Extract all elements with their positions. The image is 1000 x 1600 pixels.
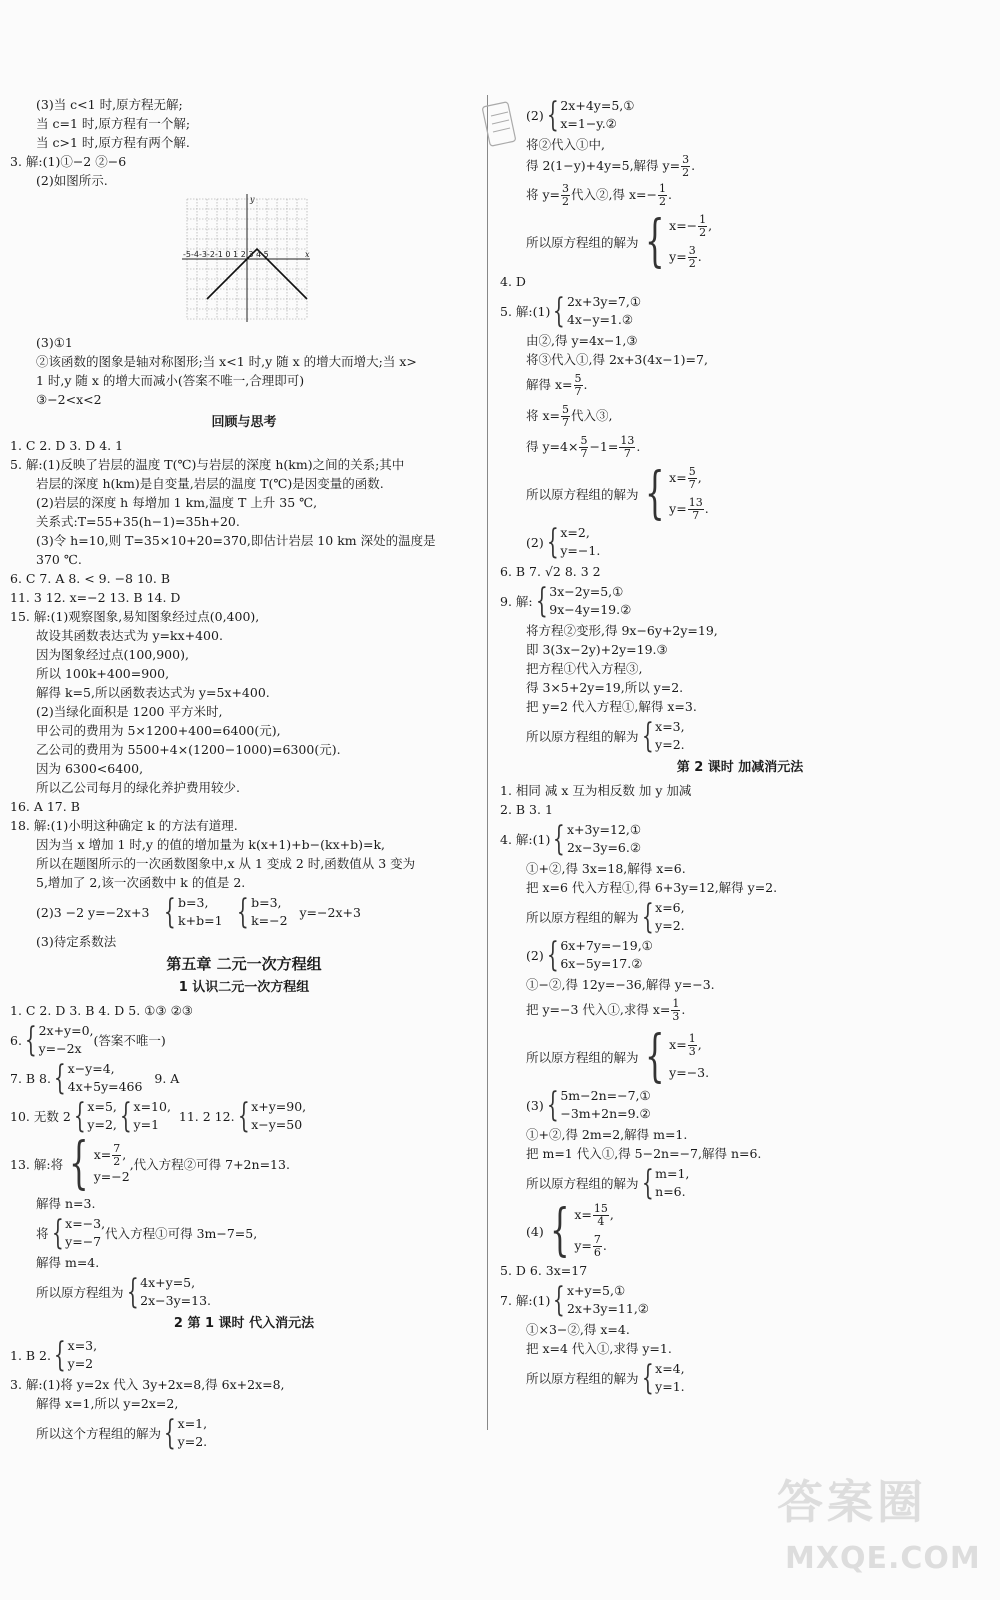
text-line: 把 x=6 代入方程①,得 6+3y=12,解得 y=2. xyxy=(526,880,778,895)
text-line: (3)①1 xyxy=(36,335,73,350)
answer-4-1: 4. 解:(1) { x+3y=12,① 2x−3y=6.② xyxy=(500,819,642,859)
text-line: 11. 3 12. x=−2 13. B 14. D xyxy=(10,590,181,605)
text-line: 甲公司的费用为 5×1200+400=6400(元), xyxy=(36,723,281,738)
brace-icon: { xyxy=(73,1096,86,1136)
text-line: ②该函数的图象是轴对称图形;当 x<1 时,y 随 x 的增大而增大;当 x> xyxy=(36,354,417,369)
answer-13-result: 所以原方程组为 { 4x+y=5, 2x−3y=13. xyxy=(36,1272,211,1312)
answer-4-1-result: 所以原方程组的解为 { x=6, y=2. xyxy=(526,897,685,937)
text-line: 18. 解:(1)小明这种确定 k 的方法有道理. xyxy=(10,818,238,833)
text-line: 将 x= $\frac{5}{7}$ 代入③, xyxy=(526,403,613,429)
answer-9-result: 所以原方程组的解为 { x=3, y=2. xyxy=(526,716,685,756)
text-line: 4. D xyxy=(500,274,526,289)
text-line: 1. C 2. D 3. D 4. 1 xyxy=(10,438,124,453)
answer-7-1-result: 所以原方程组的解为 { x=4, y=1. xyxy=(526,1358,685,1398)
column-divider xyxy=(487,95,488,1430)
right-column xyxy=(500,95,980,1398)
chapter-heading: 第五章 二元一次方程组 xyxy=(166,955,322,973)
text-line: 将③代入①,得 2x+3(4x−1)=7, xyxy=(526,352,708,367)
text-line: 岩层的深度 h(km)是自变量,岩层的温度 T(℃)是因变量的函数. xyxy=(36,476,384,491)
text-line: 得 y=4× $\frac{5}{7}$ −1= $\frac{13}{7}$ . xyxy=(526,434,641,460)
text-line: 把 x=4 代入①,求得 y=1. xyxy=(526,1341,672,1356)
answer-13-step: 将 { x=−3, y=−7 代入方程①可得 3m−7=5, xyxy=(36,1213,258,1253)
answer-3-2-result: 所以原方程组的解为 { x=− $\frac{1}{2}$ , y= $\frac{3}{2}$ . xyxy=(526,209,713,274)
text-line: 3. 解:(1)①−2 ②−6 xyxy=(10,154,127,169)
text-line: 6. B 7. √2 8. 3 2 xyxy=(500,564,601,579)
text-line: (2)当绿化面积是 1200 平方米时, xyxy=(36,704,223,719)
brace-icon: { xyxy=(237,892,250,932)
y-axis-label: y xyxy=(250,195,255,204)
answer-3-2: (2) { 2x+4y=5,① x=1−y.② xyxy=(526,95,635,135)
answer-6: 6. { 2x+y=0, y=−2x (答案不唯一) xyxy=(10,1020,166,1060)
text-line: 由②,得 y=4x−1,③ xyxy=(526,333,638,348)
text-line: 解得 k=5,所以函数表达式为 y=5x+400. xyxy=(36,685,270,700)
brace-icon: { xyxy=(24,1020,37,1060)
x-tick-labels: -5-4-3-2-1 0 1 2 3 4 5 xyxy=(183,250,269,259)
brace-icon: { xyxy=(119,1096,132,1136)
text-line: 解得 m=4. xyxy=(36,1255,100,1270)
brace-icon: { xyxy=(644,1024,665,1089)
text-line: 把 m=1 代入①,得 5−2n=−7,解得 n=6. xyxy=(526,1146,762,1161)
brace-icon: { xyxy=(546,935,559,975)
text-line: 因为 6300<6400, xyxy=(36,761,144,776)
text-line: 2. B 3. 1 xyxy=(500,802,553,817)
brace-icon: { xyxy=(51,1213,64,1253)
section-heading: 回顾与思考 xyxy=(211,415,277,430)
text-line: 15. 解:(1)观察图象,易知图象经过点(0,400), xyxy=(10,609,260,624)
text-line: 乙公司的费用为 5500+4×(1200−1000)=6300(元). xyxy=(36,742,341,757)
text-line: 将②代入①中, xyxy=(526,137,605,152)
text-line: 所以乙公司每月的绿化养护费用较少. xyxy=(36,780,240,795)
answer-18-2: (2)3 −2 y=−2x+3 { b=3, k+b=1 { b=3, k=−2 y=−2x+3 xyxy=(36,892,361,932)
section-heading: 2 第 1 课时 代入消元法 xyxy=(173,1316,315,1331)
brace-icon: { xyxy=(546,522,559,562)
brace-icon: { xyxy=(535,581,548,621)
text-line: ①+②,得 3x=18,解得 x=6. xyxy=(526,861,686,876)
text-line: (3)令 h=10,则 T=35×10+20=370,即估计岩层 10 km 深处的温度是 xyxy=(36,533,436,548)
brace-icon: { xyxy=(641,1163,654,1203)
function-graph xyxy=(182,194,478,329)
text-line: (2)如图所示. xyxy=(36,173,108,188)
text-line: 关系式:T=55+35(h−1)=35h+20. xyxy=(36,514,240,529)
brace-icon: { xyxy=(553,291,566,331)
section-heading: 第 2 课时 加减消元法 xyxy=(676,760,804,775)
brace-icon: { xyxy=(237,1096,250,1136)
text-line: 得 2(1−y)+4y=5,解得 y= $\frac{3}{2}$ . xyxy=(526,153,696,179)
left-column xyxy=(10,95,478,1453)
brace-icon: { xyxy=(126,1272,139,1312)
text-line: 解得 x=1,所以 y=2x=2, xyxy=(36,1396,179,1411)
text-line: ①×3−②,得 x=4. xyxy=(526,1322,630,1337)
text-line: ①−②,得 12y=−36,解得 y=−3. xyxy=(526,977,715,992)
answer-7-9: 7. B 8. { x−y=4, 4x+5y=466 9. A xyxy=(10,1058,180,1098)
text-line: 5,增加了 2,该一次函数中 k 的值是 2. xyxy=(36,875,246,890)
answer-4-3: (3) { 5m−2n=−7,① −3m+2n=9.② xyxy=(526,1085,651,1125)
text-line: 因为图象经过点(100,900), xyxy=(36,647,189,662)
brace-icon: { xyxy=(53,1058,66,1098)
text-line: 1 时,y 随 x 的增大而减小(答案不唯一,合理即可) xyxy=(36,373,305,388)
text-line: 得 3×5+2y=19,所以 y=2. xyxy=(526,680,684,695)
brace-icon: { xyxy=(69,1131,89,1196)
answer-4-2-result: 所以原方程组的解为 { x= $\frac{1}{3}$ , y=−3. xyxy=(526,1024,710,1089)
text-line: 16. A 17. B xyxy=(10,799,80,814)
brace-icon: { xyxy=(53,1335,66,1375)
answer-4-3-result: 所以原方程组的解为 { m=1, n=6. xyxy=(526,1163,690,1203)
text-line: 5. 解:(1)反映了岩层的温度 T(℃)与岩层的深度 h(km)之间的关系;其中 xyxy=(10,457,405,472)
text-line: 1. C 2. D 3. B 4. D 5. ①③ ②③ xyxy=(10,1003,193,1018)
text-line: 1. 相同 减 x 互为相反数 加 y 加减 xyxy=(500,783,692,798)
watermark-top: 答案圈 xyxy=(777,1475,927,1529)
graph-svg xyxy=(182,194,312,324)
text-line: (3)当 c<1 时,原方程无解; xyxy=(36,97,183,112)
answer-9: 9. 解: { 3x−2y=5,① 9x−4y=19.② xyxy=(500,581,632,621)
text-line: 3. 解:(1)将 y=2x 代入 3y+2x=8,得 6x+2x=8, xyxy=(10,1377,285,1392)
text-line: 6. C 7. A 8. < 9. −8 10. B xyxy=(10,571,171,586)
text-line: (3)待定系数法 xyxy=(36,934,117,949)
text-line: 把方程①代入方程③, xyxy=(526,661,643,676)
text-line: 所以在题图所示的一次函数图象中,x 从 1 变成 2 时,函数值从 3 变为 xyxy=(36,856,416,871)
text-line: ①+②,得 2m=2,解得 m=1. xyxy=(526,1127,688,1142)
answer-7-1: 7. 解:(1) { x+y=5,① 2x+3y=11,② xyxy=(500,1280,650,1320)
text-line: 因为当 x 增加 1 时,y 的值的增加量为 k(x+1)+b−(kx+b)=k, xyxy=(36,837,386,852)
text-line: 370 ℃. xyxy=(36,552,82,567)
x-axis-label: x xyxy=(305,250,310,259)
brace-icon: { xyxy=(553,819,566,859)
brace-icon: { xyxy=(546,95,559,135)
answer-10-12: 10. 无数 2 { x=5, y=2, { x=10, y=1 11. 2 12. { x+y=90, x−y=50 xyxy=(10,1096,307,1136)
text-line: 5. D 6. 3x=17 xyxy=(500,1263,588,1278)
brace-icon: { xyxy=(553,1280,566,1320)
text-line: 解得 x= $\frac{5}{7}$ . xyxy=(526,372,588,398)
answer-4-4: (4) { x= $\frac{15}{4}$ , y= $\frac{7}{6}$ . xyxy=(526,1198,614,1263)
text-line: 解得 n=3. xyxy=(36,1196,96,1211)
brace-icon: { xyxy=(641,897,654,937)
answer-1-2: 1. B 2. { x=3, y=2 xyxy=(10,1335,98,1375)
text-line: 所以 100k+400=900, xyxy=(36,666,170,681)
answer-5-1: 5. 解:(1) { 2x+3y=7,① 4x−y=1.② xyxy=(500,291,642,331)
brace-icon: { xyxy=(641,1358,654,1398)
answer-4-2: (2) { 6x+7y=−19,① 6x−5y=17.② xyxy=(526,935,653,975)
text-line: 把 y=−3 代入①,求得 x= $\frac{1}{3}$ . xyxy=(526,997,686,1023)
brace-icon: { xyxy=(546,1085,559,1125)
text-line: 故设其函数表达式为 y=kx+400. xyxy=(36,628,223,643)
text-line: 即 3(3x−2y)+2y=19.③ xyxy=(526,642,668,657)
answer-13: 13. 解:将 { x= $\frac{7}{2}$ , y=−2 ,代入方程②可得 7+2n=13. xyxy=(10,1131,290,1196)
text-line: 将方程②变形,得 9x−6y+2y=19, xyxy=(526,623,718,638)
section-heading: 1 认识二元一次方程组 xyxy=(178,980,310,995)
brace-icon: { xyxy=(163,1413,176,1453)
text-line: 将 y= $\frac{3}{2}$ 代入②,得 x=− $\frac{1}{2}$ . xyxy=(526,182,672,208)
answer-5-1-result: 所以原方程组的解为 { x= $\frac{5}{7}$ , y= $\frac{13}{7}$ . xyxy=(526,461,709,526)
text-line: 当 c>1 时,原方程有两个解. xyxy=(36,135,190,150)
answer-3-result: 所以这个方程组的解为 { x=1, y=2. xyxy=(36,1413,208,1453)
brace-icon: { xyxy=(164,892,177,932)
watermark-logo xyxy=(777,1475,982,1588)
text-line: ③−2<x<2 xyxy=(36,392,102,407)
answer-5-2: (2) { x=2, y=−1. xyxy=(526,522,601,562)
brace-icon: { xyxy=(644,461,665,526)
watermark-bottom: MXQE.COM xyxy=(785,1541,981,1576)
text-line: 把 y=2 代入方程①,解得 x=3. xyxy=(526,699,697,714)
brace-icon: { xyxy=(549,1198,570,1263)
text-line: (2)岩层的深度 h 每增加 1 km,温度 T 上升 35 ℃, xyxy=(36,495,318,510)
brace-icon: { xyxy=(641,716,654,756)
brace-icon: { xyxy=(644,209,665,274)
text-line: 当 c=1 时,原方程有一个解; xyxy=(36,116,191,131)
